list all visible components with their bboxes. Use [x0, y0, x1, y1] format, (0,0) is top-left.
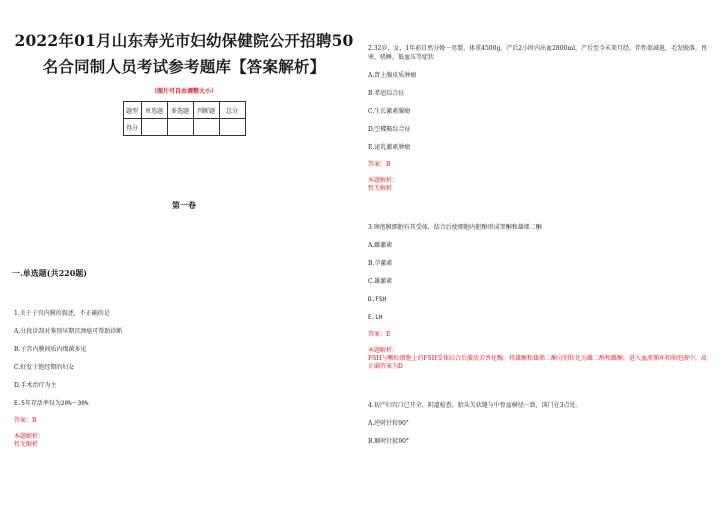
- score-table: [123, 101, 246, 136]
- answer: 答案：E: [368, 331, 391, 338]
- option-b: B.顺时针转90°: [368, 438, 409, 445]
- explanation: [14, 433, 354, 449]
- title-line-2: 名合同制人员考试参考题库【答案解析】: [42, 57, 326, 76]
- option-d: D.FSH: [368, 296, 387, 303]
- score-row-label: 得分: [123, 119, 141, 136]
- score-header-type: 题型: [123, 102, 141, 119]
- option-a: A.逆时针转90°: [368, 420, 409, 427]
- option-d: D.手术治疗为主: [14, 382, 57, 389]
- explanation: [368, 347, 708, 371]
- score-table-header-row: [123, 102, 245, 119]
- option-d: D.空蝶鞍综合征: [368, 126, 411, 133]
- question-stem: 1.关于子宫内膜的叙述，不正确的是: [14, 310, 110, 317]
- explanation-label: 本题解析：: [368, 177, 399, 184]
- question-stem: 2.32岁，女，1年前自然分娩一男婴，体重4500g，产后2小时内出血2800ml，产后至今未来月经，伴性欲减退，毛发脱落，畏寒，嗜睡，低血压等症状: [368, 45, 707, 61]
- explanation-label: 本题解析：: [14, 433, 45, 440]
- score-header-judge: 判断题: [193, 102, 219, 119]
- answer: 答案：B: [14, 417, 37, 424]
- answer: 答案：B: [368, 161, 391, 168]
- question-2: [368, 44, 708, 193]
- score-header-total: 总分: [219, 102, 245, 119]
- option-e: E.泌乳激素肿瘤: [368, 144, 411, 151]
- explanation-text: 暂无解析: [368, 185, 393, 192]
- option-c: C.生长激素腺瘤: [368, 108, 411, 115]
- title-line-1: 2022年01月山东寿光市妇幼保健院公开招聘50: [14, 31, 354, 50]
- score-header-single: 单选题: [141, 102, 167, 119]
- question-3: [368, 223, 708, 371]
- question-stem: 3.卵泡膜细胞有其受体，结合后使细胞内胆醇形成睾酮和雄烯二酮: [368, 224, 542, 231]
- score-cell[interactable]: [167, 119, 193, 136]
- option-a: A.分段诊刮对鉴别早期宫颈癌可帮助诊断: [14, 328, 123, 335]
- explanation-text: 暂无解析: [14, 441, 39, 448]
- score-cell[interactable]: [219, 119, 245, 136]
- option-e: E.LH: [368, 314, 383, 321]
- option-e: E.5年存活率仅为20%～30%: [14, 400, 89, 407]
- option-a: A.肾上腺皮质肿瘤: [368, 72, 417, 79]
- option-b: B.希恩综合征: [368, 90, 405, 97]
- option-b: B.子宫内膜间质内细菌多见: [14, 346, 87, 353]
- score-table-score-row: [123, 119, 245, 136]
- explanation: [368, 177, 708, 193]
- score-header-multiple: 多选题: [167, 102, 193, 119]
- resize-note: （图片可自由调整大小）: [150, 88, 217, 95]
- question-stem: 4.初产妇宫口已开全，阴道检查，胎头矢状缝与中骨盆横径一致，囟门在3点处。: [368, 402, 582, 409]
- question-4: [368, 401, 708, 446]
- explanation-text: FSH与颗粒细胞上的FSH受体结合后激活芳香化酶，将雄酮和雄烯二酮分别转化为雌二醇和雌酮，进入血液循环和卵泡液中，故正确答案为D: [368, 355, 708, 370]
- left-column: [14, 28, 354, 449]
- section-heading: 一.单选题(共220题): [12, 268, 88, 278]
- question-1: [14, 309, 354, 449]
- option-a: A.雌激素: [368, 242, 393, 249]
- volume-heading: 第一卷: [172, 200, 196, 210]
- option-b: B.孕激素: [368, 260, 393, 267]
- option-c: C.雄激素: [368, 278, 393, 285]
- explanation-label: 本题解析：: [368, 347, 399, 354]
- score-cell[interactable]: [141, 119, 167, 136]
- score-cell[interactable]: [193, 119, 219, 136]
- right-column: [368, 44, 708, 446]
- page-title: [14, 28, 354, 80]
- option-c: C.好发于绝经期的妇女: [14, 364, 75, 371]
